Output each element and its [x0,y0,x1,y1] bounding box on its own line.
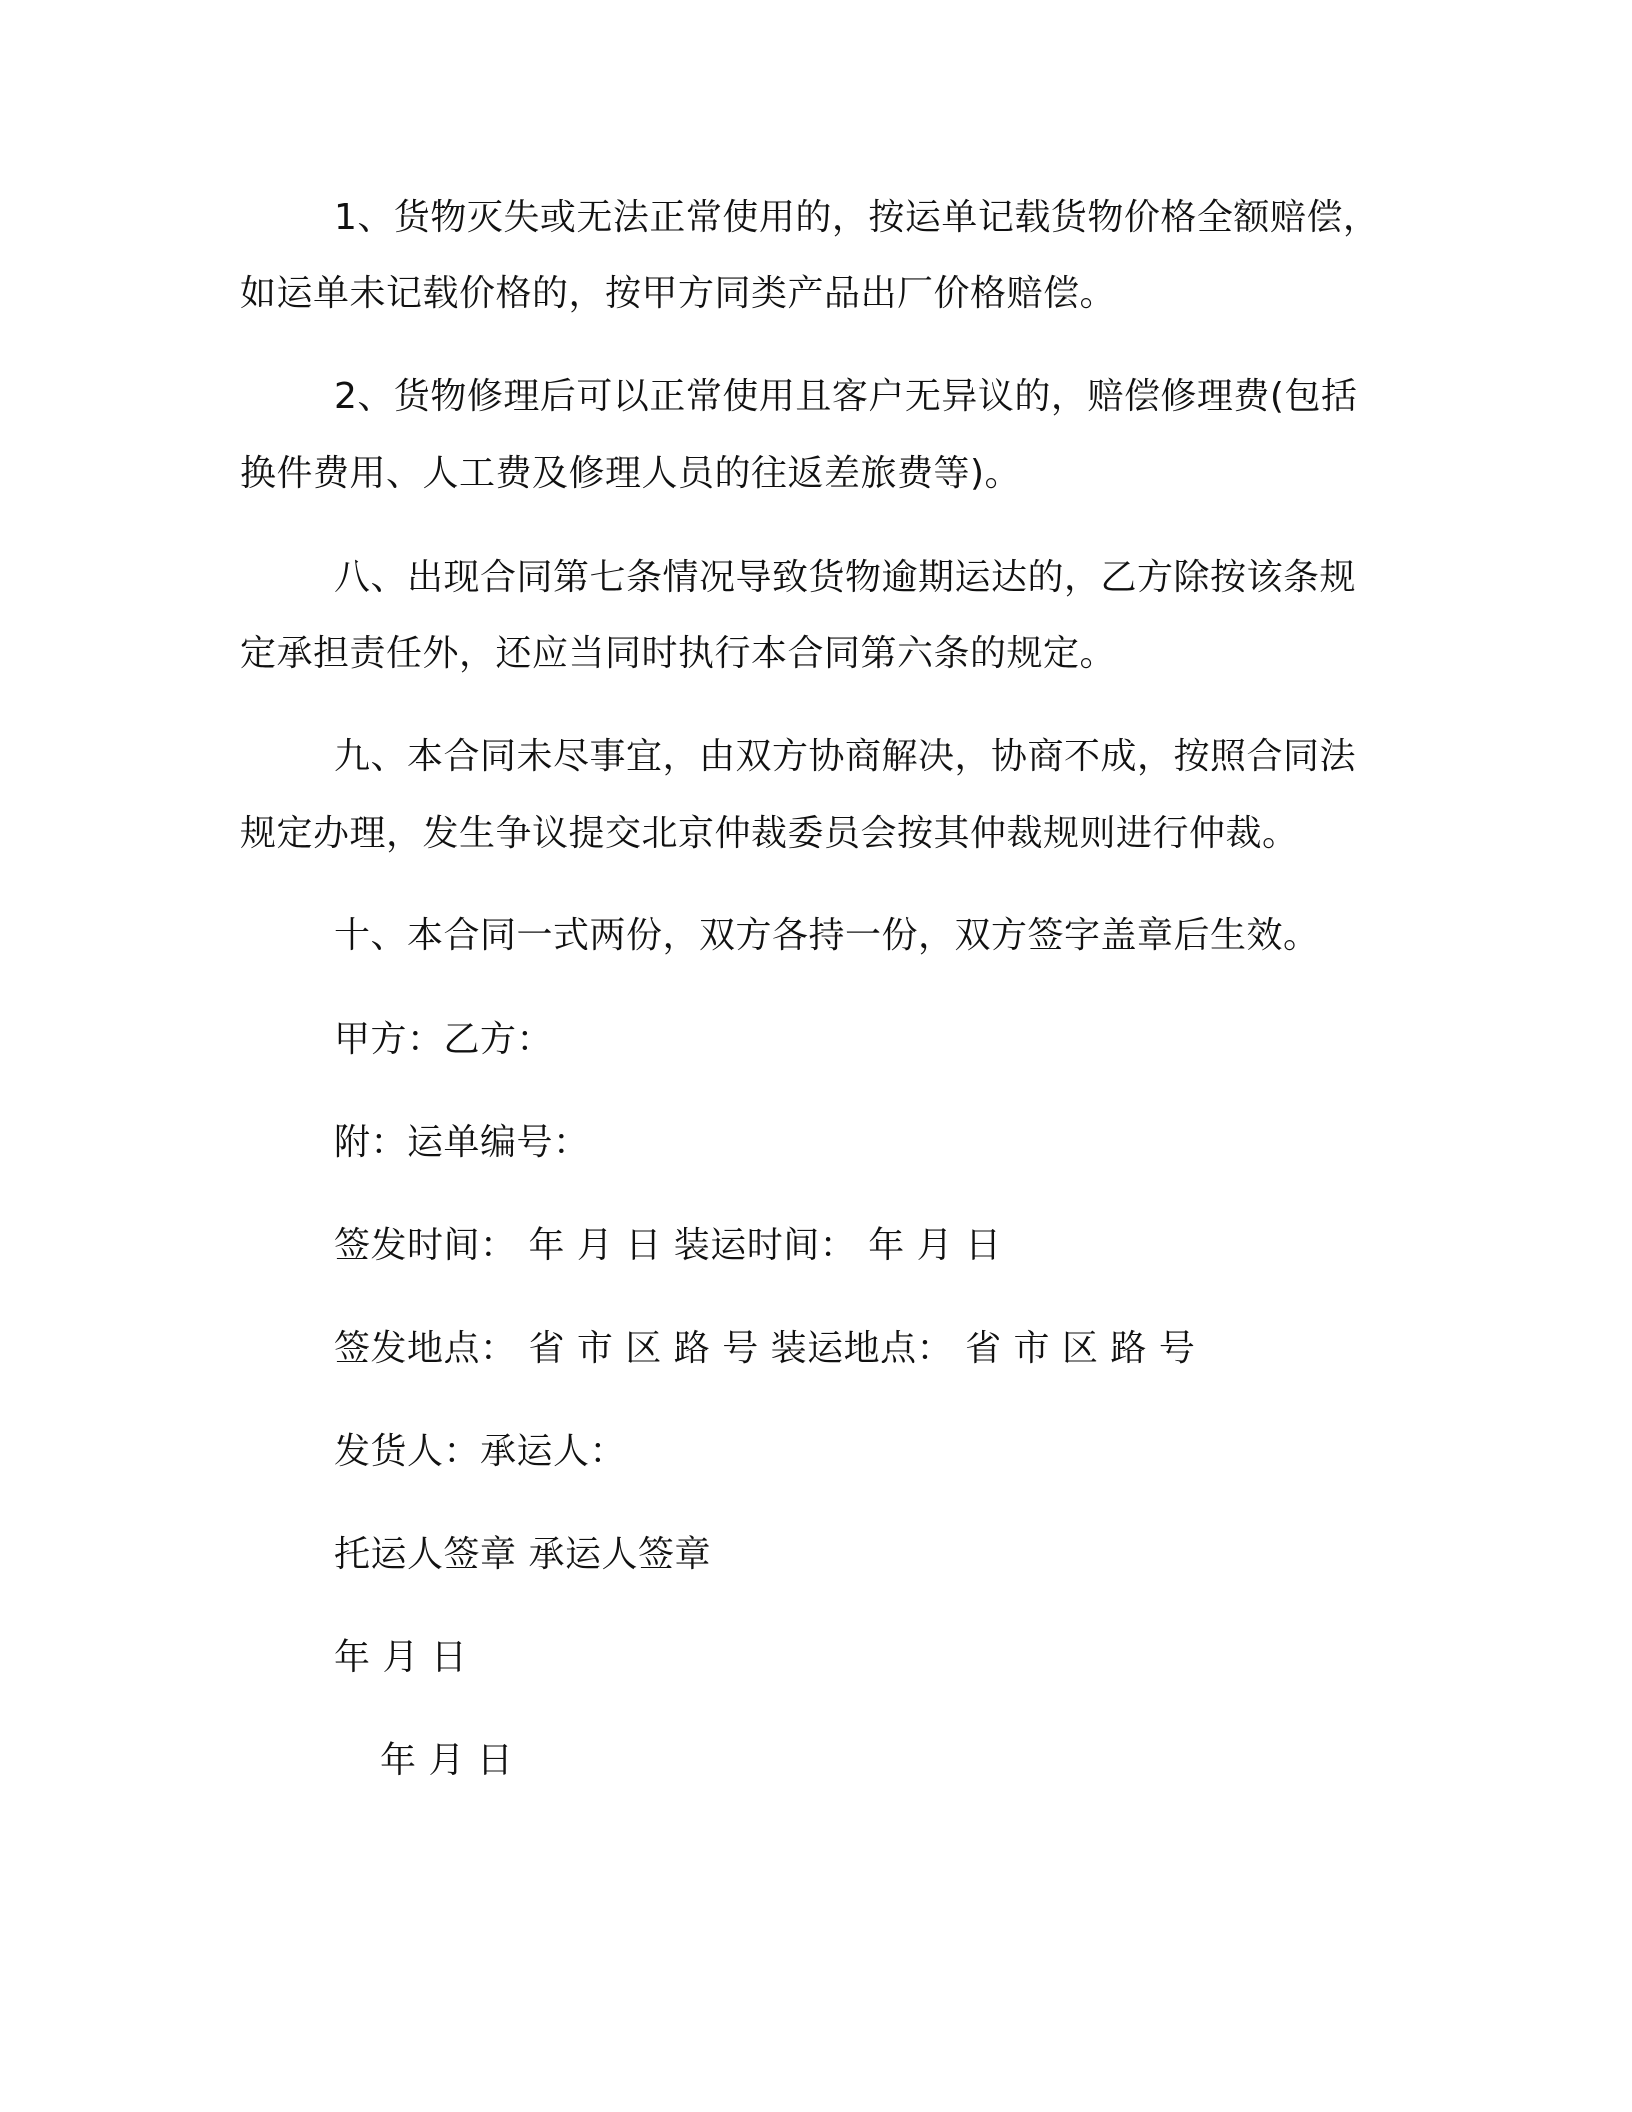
article-9-line-2: 规定办理，发生争议提交北京仲裁委员会按其仲裁规则进行仲裁。 [240,813,1299,854]
date-line-1: 年 月 日 [334,1637,468,1678]
clause-1-line-2: 如运单未记载价格的，按甲方同类产品出厂价格赔偿。 [240,273,1117,314]
article-10-line-1: 十、本合同一式两份，双方各持一份，双方签字盖章后生效。 [334,915,1320,956]
seals-line: 托运人签章 承运人签章 [334,1534,711,1575]
clause-2-line-2: 换件费用、人工费及修理人员的往返差旅费等)。 [240,453,1022,494]
clause-2-line-1: 2、货物修理后可以正常使用且客户无异议的，赔偿修理费(包括 [334,376,1358,417]
date-line-2: 年 月 日 [380,1740,514,1781]
issue-place-line: 签发地点： 省 市 区 路 号 装运地点： 省 市 区 路 号 [334,1328,1196,1369]
article-9-line-1: 九、本合同未尽事宜，由双方协商解决，协商不成，按照合同法 [334,736,1357,777]
article-8-line-2: 定承担责任外，还应当同时执行本合同第六条的规定。 [240,633,1117,674]
clause-1-line-1: 1、货物灭失或无法正常使用的，按运单记载货物价格全额赔偿， [334,197,1380,238]
parties-line: 甲方：乙方： [334,1019,554,1060]
shipper-carrier-line: 发货人：承运人： [334,1431,627,1472]
article-8-line-1: 八、出现合同第七条情况导致货物逾期运达的，乙方除按该条规 [334,557,1357,598]
issue-time-line: 签发时间： 年 月 日 装运时间： 年 月 日 [334,1225,1002,1266]
attachment-line: 附：运单编号： [334,1122,590,1163]
